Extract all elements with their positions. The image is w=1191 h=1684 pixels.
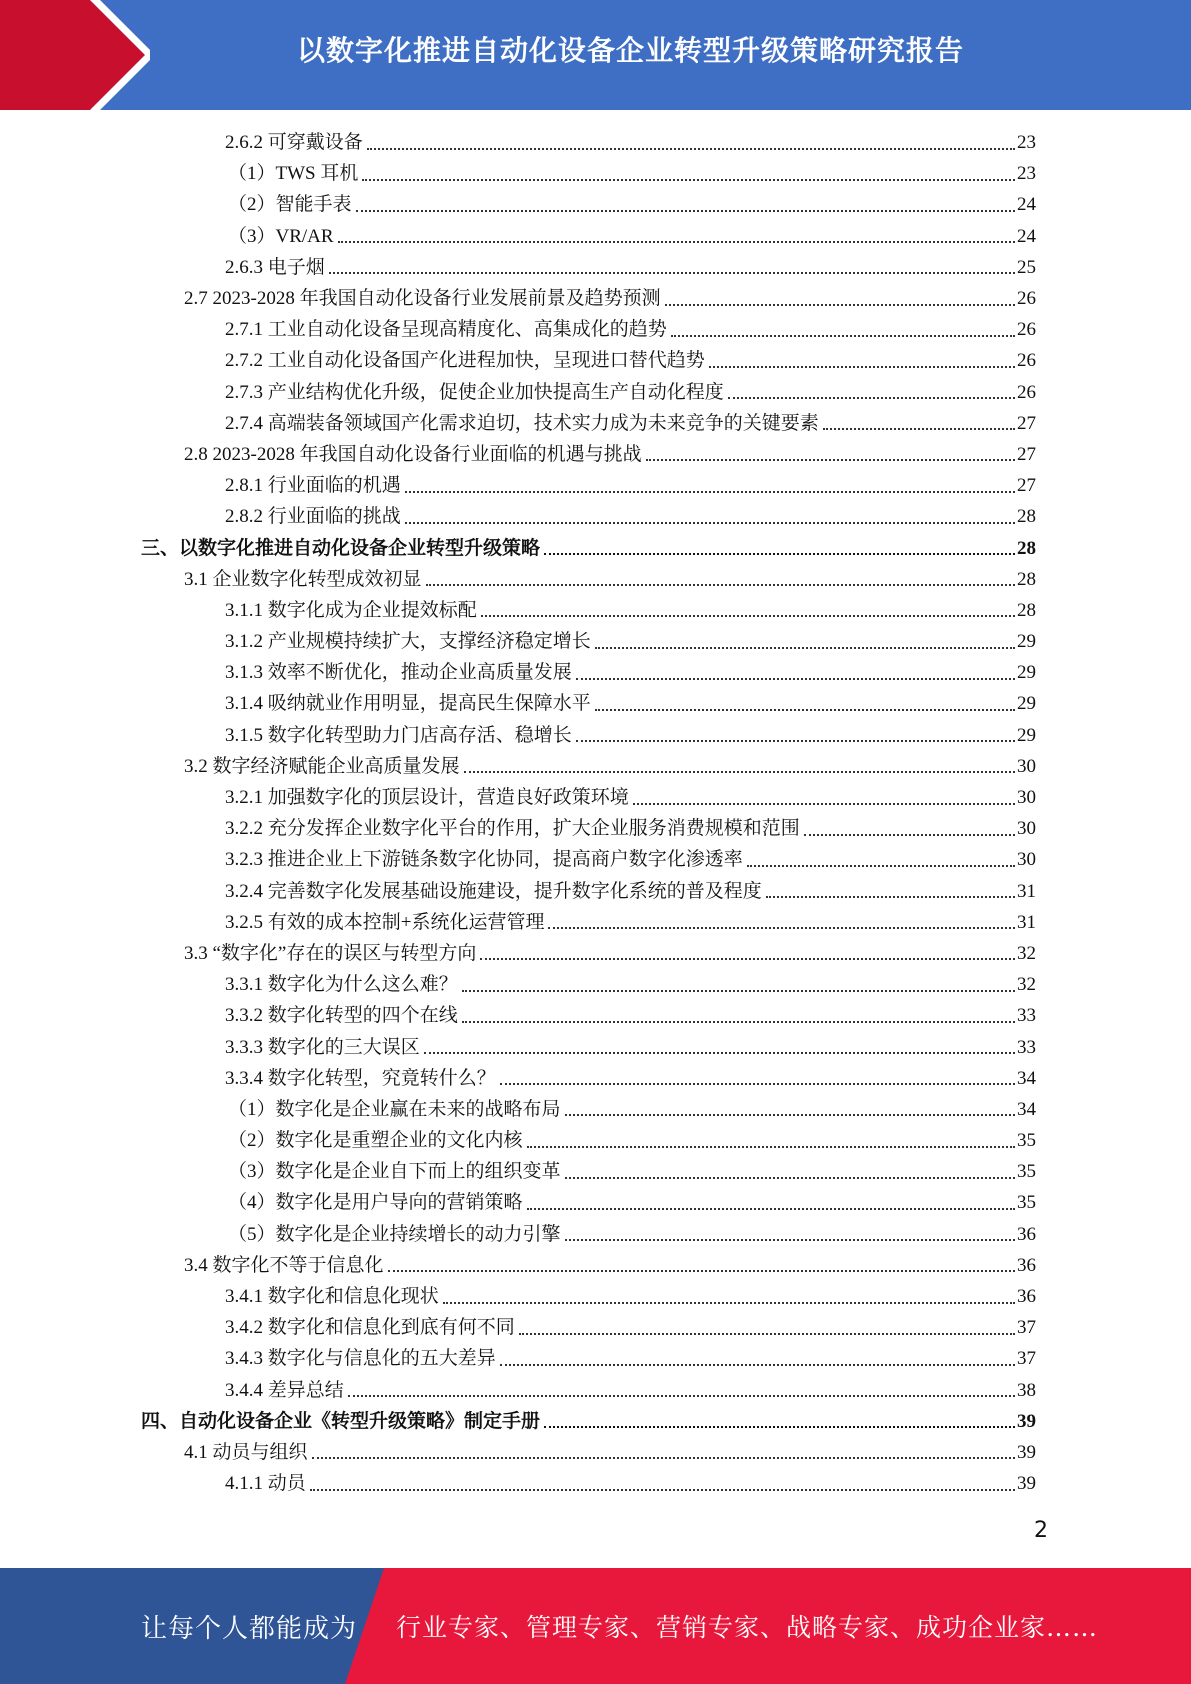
toc-entry[interactable]	[0, 1187, 1047, 1218]
toc-entry-title: 3.3 “数字化”存在的误区与转型方向	[184, 942, 477, 964]
toc-entry-title: 四、自动化设备企业《转型升级策略》制定手册	[141, 1410, 541, 1432]
toc-dot-leader	[329, 272, 1015, 274]
toc-dot-leader	[362, 179, 1015, 181]
toc-entry[interactable]	[0, 907, 1047, 938]
toc-entry-title: 3.2.1 加强数字化的顶层设计，营造良好政策环境	[225, 787, 629, 809]
toc-entry-title: 3.1.1 数字化成为企业提效标配	[225, 599, 477, 621]
toc-dot-leader	[728, 397, 1015, 399]
toc-entry[interactable]	[0, 221, 1047, 252]
toc-entry-page: 24	[1017, 225, 1036, 247]
toc-entry-title: 2.8.2 行业面临的挑战	[225, 506, 401, 528]
report-title: 以数字化推进自动化设备企业转型升级策略研究报告	[296, 34, 964, 67]
toc-entry-title: （2）智能手表	[228, 194, 352, 216]
toc-entry[interactable]	[0, 439, 1047, 470]
toc-entry[interactable]	[0, 189, 1047, 220]
toc-entry-title: 3.1.4 吸纳就业作用明显，提高民生保障水平	[225, 693, 591, 715]
toc-entry-page: 30	[1017, 755, 1036, 777]
header-banner	[0, 0, 1191, 110]
toc-entry-page: 29	[1017, 693, 1036, 715]
toc-entry-title: 三、以数字化推进自动化设备企业转型升级策略	[141, 537, 541, 559]
toc-dot-leader	[348, 1395, 1015, 1397]
toc-entry-page: 36	[1017, 1223, 1036, 1245]
toc-dot-leader	[405, 522, 1015, 524]
toc-entry-title: 2.6.2 可穿戴设备	[225, 132, 363, 154]
toc-dot-leader	[388, 1270, 1015, 1272]
toc-entry[interactable]	[0, 969, 1047, 1000]
toc-entry-page: 39	[1017, 1473, 1036, 1495]
toc-entry-page: 27	[1017, 412, 1036, 434]
toc-entry-title: 3.4.1 数字化和信息化现状	[225, 1286, 439, 1308]
toc-entry[interactable]	[0, 127, 1047, 158]
toc-entry[interactable]	[0, 1406, 1047, 1437]
toc-dot-leader	[500, 1364, 1015, 1366]
toc-dot-leader	[519, 1333, 1015, 1335]
toc-entry-title: 3.3.1 数字化为什么这么难？	[225, 974, 458, 996]
toc-entry[interactable]	[0, 626, 1047, 657]
toc-dot-leader	[544, 553, 1015, 555]
toc-entry[interactable]	[0, 688, 1047, 719]
toc-entry-title: 2.7.2 工业自动化设备国产化进程加快，呈现进口替代趋势	[225, 350, 705, 372]
toc-entry[interactable]	[0, 720, 1047, 751]
toc-entry[interactable]	[0, 1063, 1047, 1094]
toc-entry[interactable]	[0, 1031, 1047, 1062]
toc-entry-title: 2.7.3 产业结构优化升级，促使企业加快提高生产自动化程度	[225, 381, 724, 403]
toc-entry-title: 3.2.4 完善数字化发展基础设施建设，提升数字化系统的普及程度	[225, 880, 762, 902]
toc-dot-leader	[424, 1052, 1015, 1054]
toc-entry[interactable]	[0, 1468, 1047, 1499]
toc-entry-title: 3.2.2 充分发挥企业数字化平台的作用，扩大企业服务消费规模和范围	[225, 818, 800, 840]
toc-dot-leader	[527, 1208, 1015, 1210]
toc-entry-title: 3.4.3 数字化与信息化的五大差异	[225, 1348, 496, 1370]
toc-entry-page: 33	[1017, 1005, 1036, 1027]
toc-dot-leader	[565, 1239, 1015, 1241]
toc-entry-title: 3.1.2 产业规模持续扩大，支撑经济稳定增长	[225, 631, 591, 653]
toc-dot-leader	[481, 615, 1015, 617]
toc-entry-page: 31	[1017, 911, 1036, 933]
toc-entry-page: 26	[1017, 288, 1036, 310]
toc-entry-page: 26	[1017, 381, 1036, 403]
toc-dot-leader	[464, 771, 1015, 773]
toc-entry-page: 23	[1017, 132, 1036, 154]
toc-entry-page: 38	[1017, 1379, 1036, 1401]
toc-entry[interactable]	[0, 501, 1047, 532]
toc-entry[interactable]	[0, 1094, 1047, 1125]
toc-entry[interactable]	[0, 782, 1047, 813]
toc-entry-title: 3.2.5 有效的成本控制+系统化运营管理	[225, 911, 545, 933]
toc-entry-page: 29	[1017, 662, 1036, 684]
toc-entry[interactable]	[0, 283, 1047, 314]
footer-slogan-left: 让每个人都能成为	[141, 1613, 358, 1644]
toc-entry-page: 35	[1017, 1192, 1036, 1214]
toc-dot-leader	[823, 428, 1015, 430]
toc-entry-page: 36	[1017, 1254, 1036, 1276]
toc-dot-leader	[426, 584, 1015, 586]
footer-slogan-right: 行业专家、管理专家、营销专家、战略专家、成功企业家……	[396, 1613, 1099, 1642]
toc-entry[interactable]	[0, 657, 1047, 688]
toc-entry-title: 2.7.1 工业自动化设备呈现高精度化、高集成化的趋势	[225, 319, 667, 341]
toc-entry[interactable]	[0, 1281, 1047, 1312]
toc-entry-page: 30	[1017, 818, 1036, 840]
toc-entry-title: 2.8.1 行业面临的机遇	[225, 475, 401, 497]
toc-entry-page: 35	[1017, 1161, 1036, 1183]
toc-dot-leader	[310, 1489, 1015, 1491]
toc-entry-page: 23	[1017, 163, 1036, 185]
toc-entry-title: （3）VR/AR	[228, 225, 334, 247]
toc-entry[interactable]	[0, 1312, 1047, 1343]
toc-entry-title: 3.3.2 数字化转型的四个在线	[225, 1005, 458, 1027]
toc-entry[interactable]	[0, 345, 1047, 376]
toc-entry-title: 2.7 2023-2028 年我国自动化设备行业发展前景及趋势预测	[184, 288, 661, 310]
toc-entry-page: 39	[1017, 1410, 1036, 1432]
toc-entry-title: 2.7.4 高端装备领域国产化需求迫切，技术实力成为未来竞争的关键要素	[225, 412, 819, 434]
toc-dot-leader	[576, 740, 1015, 742]
toc-entry[interactable]	[0, 314, 1047, 345]
toc-entry-title: 3.1 企业数字化转型成效初显	[184, 568, 422, 590]
toc-entry[interactable]	[0, 1000, 1047, 1031]
toc-dot-leader	[367, 148, 1015, 150]
toc-dot-leader	[646, 459, 1015, 461]
toc-entry-title: 3.2.3 推进企业上下游链条数字化协同，提高商户数字化渗透率	[225, 849, 743, 871]
toc-entry-page: 30	[1017, 787, 1036, 809]
toc-entry[interactable]	[0, 751, 1047, 782]
toc-entry-page: 24	[1017, 194, 1036, 216]
toc-dot-leader	[709, 366, 1015, 368]
toc-entry-page: 32	[1017, 974, 1036, 996]
toc-dot-leader	[338, 241, 1015, 243]
toc-entry[interactable]	[0, 1343, 1047, 1374]
toc-entry[interactable]	[0, 844, 1047, 875]
toc-entry-page: 34	[1017, 1098, 1036, 1120]
toc-entry[interactable]	[0, 1125, 1047, 1156]
toc-entry[interactable]	[0, 408, 1047, 439]
toc-entry[interactable]	[0, 938, 1047, 969]
toc-entry[interactable]	[0, 1219, 1047, 1250]
toc-entry-title: （2）数字化是重塑企业的文化内核	[228, 1130, 523, 1152]
toc-dot-leader	[527, 1146, 1015, 1148]
toc-dot-leader	[665, 304, 1015, 306]
toc-entry-title: 4.1 动员与组织	[184, 1441, 308, 1463]
toc-dot-leader	[462, 1021, 1015, 1023]
red-arrow-decoration	[0, 0, 150, 110]
toc-entry-title: （3）数字化是企业自下而上的组织变革	[228, 1161, 561, 1183]
toc-entry-page: 27	[1017, 443, 1036, 465]
toc-entry-title: 3.4.2 数字化和信息化到底有何不同	[225, 1317, 515, 1339]
toc-dot-leader	[544, 1426, 1015, 1428]
toc-dot-leader	[804, 834, 1015, 836]
toc-entry-title: （5）数字化是企业持续增长的动力引擎	[228, 1223, 561, 1245]
toc-entry-title: （1）数字化是企业赢在未来的战略布局	[228, 1098, 561, 1120]
toc-dot-leader	[443, 1302, 1015, 1304]
toc-entry-page: 29	[1017, 724, 1036, 746]
toc-dot-leader	[500, 1083, 1015, 1085]
toc-entry-title: 3.4.4 差异总结	[225, 1379, 344, 1401]
toc-list	[0, 127, 1047, 1499]
toc-dot-leader	[356, 210, 1015, 212]
toc-dot-leader	[576, 678, 1015, 680]
toc-entry-page: 28	[1017, 599, 1036, 621]
toc-entry-page: 28	[1017, 568, 1036, 590]
page-number: 2	[1034, 1518, 1048, 1543]
toc-entry-page: 31	[1017, 880, 1036, 902]
toc-entry-title: 3.4 数字化不等于信息化	[184, 1254, 384, 1276]
toc-dot-leader	[480, 958, 1015, 960]
toc-dot-leader	[633, 803, 1015, 805]
toc-entry-title: 3.2 数字经济赋能企业高质量发展	[184, 755, 460, 777]
toc-entry[interactable]	[0, 470, 1047, 501]
toc-entry[interactable]	[0, 564, 1047, 595]
toc-entry-page: 28	[1017, 537, 1036, 559]
toc-dot-leader	[766, 896, 1015, 898]
toc-dot-leader	[747, 865, 1015, 867]
toc-entry-title: 3.1.5 数字化转型助力门店高存活、稳增长	[225, 724, 572, 746]
toc-dot-leader	[405, 491, 1015, 493]
toc-entry-title: 2.8 2023-2028 年我国自动化设备行业面临的机遇与挑战	[184, 443, 642, 465]
toc-entry[interactable]	[0, 252, 1047, 283]
toc-entry[interactable]	[0, 158, 1047, 189]
toc-entry-page: 30	[1017, 849, 1036, 871]
toc-entry-page: 28	[1017, 506, 1036, 528]
toc-dot-leader	[312, 1457, 1015, 1459]
toc-entry-page: 25	[1017, 256, 1036, 278]
toc-entry[interactable]	[0, 813, 1047, 844]
toc-entry[interactable]	[0, 595, 1047, 626]
toc-entry-page: 29	[1017, 631, 1036, 653]
toc-entry[interactable]	[0, 532, 1047, 563]
toc-entry-page: 26	[1017, 350, 1036, 372]
toc-entry-title: 4.1.1 动员	[225, 1473, 306, 1495]
toc-entry-page: 35	[1017, 1130, 1036, 1152]
toc-entry-title: （1）TWS 耳机	[228, 163, 359, 185]
toc-entry-page: 32	[1017, 942, 1036, 964]
toc-entry[interactable]	[0, 1437, 1047, 1468]
toc-dot-leader	[565, 1177, 1015, 1179]
toc-entry-page: 34	[1017, 1067, 1036, 1089]
toc-dot-leader	[595, 647, 1015, 649]
toc-entry[interactable]	[0, 1375, 1047, 1406]
toc-entry-title: 2.6.3 电子烟	[225, 256, 325, 278]
toc-entry-page: 26	[1017, 319, 1036, 341]
toc-entry[interactable]	[0, 377, 1047, 408]
toc-entry[interactable]	[0, 876, 1047, 907]
toc-entry[interactable]	[0, 1250, 1047, 1281]
toc-entry-title: 3.1.3 效率不断优化，推动企业高质量发展	[225, 662, 572, 684]
toc-entry-title: 3.3.4 数字化转型，究竟转什么？	[225, 1067, 496, 1089]
toc-dot-leader	[565, 1114, 1015, 1116]
toc-entry-page: 39	[1017, 1441, 1036, 1463]
toc-entry-page: 33	[1017, 1036, 1036, 1058]
toc-entry-page: 36	[1017, 1286, 1036, 1308]
toc-entry-page: 27	[1017, 475, 1036, 497]
toc-dot-leader	[671, 335, 1015, 337]
toc-dot-leader	[548, 927, 1015, 929]
toc-dot-leader	[595, 709, 1015, 711]
toc-entry[interactable]	[0, 1156, 1047, 1187]
toc-entry-page: 37	[1017, 1348, 1036, 1370]
toc-dot-leader	[462, 990, 1015, 992]
toc-entry-page: 37	[1017, 1317, 1036, 1339]
toc-entry-title: （4）数字化是用户导向的营销策略	[228, 1192, 523, 1214]
toc-entry-title: 3.3.3 数字化的三大误区	[225, 1036, 420, 1058]
